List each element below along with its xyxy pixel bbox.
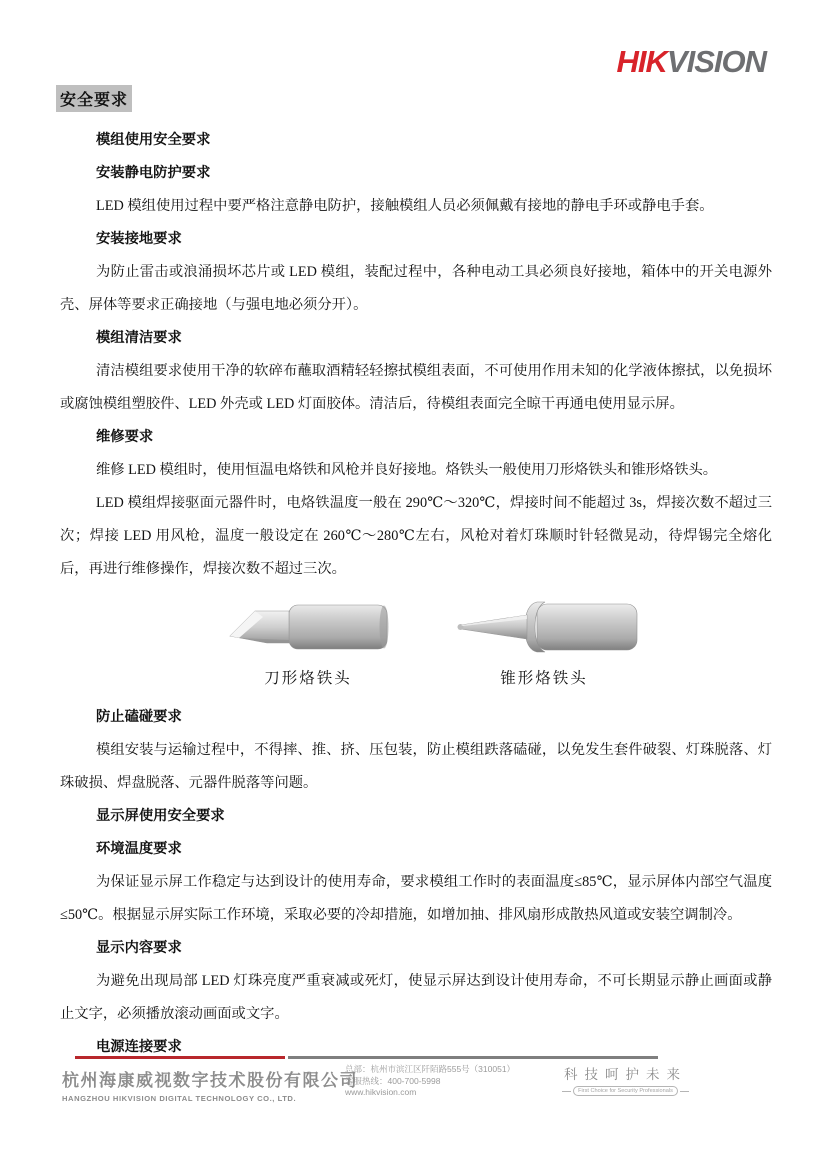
heading-power: 电源连接要求	[96, 1039, 182, 1055]
footer-company-name-en: HANGZHOU HIKVISION DIGITAL TECHNOLOGY CO., LTD.	[62, 1094, 297, 1103]
heading-repair: 维修要求	[96, 429, 154, 445]
cone-tip-image	[447, 598, 642, 656]
figure-cone-tip	[439, 598, 649, 695]
footer-slogan-block	[553, 1063, 698, 1096]
page-title: 安全要求	[56, 85, 132, 112]
paragraph-env-temp: 为保证显示屏工作稳定与达到设计的使用寿命，要求模组工作时的表面温度≤85℃，显示屏体内部空气温度≤50℃。根据显示屏实际工作环境，采取必要的冷却措施，如增加抽、排风扇形成散热风道或安装空调制冷。	[60, 874, 772, 923]
footer-company-name-cn: 杭州海康威视数字技术股份有限公司	[62, 1071, 358, 1090]
heading-collision: 防止磕碰要求	[96, 709, 182, 725]
heading-display-use: 显示屏使用安全要求	[96, 808, 225, 824]
footer-website: www.hikvision.com	[345, 1087, 417, 1097]
document-body	[60, 124, 772, 1064]
paragraph-repair-1: 维修 LED 模组时，使用恒温电烙铁和风枪并良好接地。烙铁头一般使用刀形烙铁头和锥形烙铁头。	[96, 462, 718, 478]
paragraph-display-content: 为避免出现局部 LED 灯珠亮度严重衰减或死灯，使显示屏达到设计使用寿命，不可长期显示静止画面或静止文字，必须播放滚动画面或文字。	[60, 973, 772, 1022]
paragraph-collision: 模组安装与运输过程中，不得摔、推、挤、压包装，防止模组跌落磕碰，以免发生套件破裂、灯珠脱落、灯珠破损、焊盘脱落、元器件脱落等问题。	[60, 742, 772, 791]
caption-cone-tip: 锥形烙铁头	[500, 670, 588, 687]
caption-knife-tip: 刀形烙铁头	[264, 670, 352, 687]
footer-slogan-text: 科技呵护未来	[564, 1067, 687, 1082]
logo-hik-text: HIK	[616, 44, 667, 79]
footer-tagline-text: First Choice for Security Professionals	[573, 1086, 678, 1096]
paragraph-grounding: 为防止雷击或浪涌损坏芯片或 LED 模组，装配过程中，各种电动工具必须良好接地，箱体中的开关电源外壳、屏体等要求正确接地（与强电地必须分开）。	[60, 264, 772, 313]
footer-hotline: 客服热线：400-700-5998	[345, 1075, 441, 1086]
knife-tip-image	[223, 598, 393, 656]
heading-grounding: 安装接地要求	[96, 231, 182, 247]
footer-tagline	[553, 1086, 698, 1096]
soldering-tip-figures	[80, 598, 772, 695]
heading-esd: 安装静电防护要求	[96, 165, 211, 181]
paragraph-cleaning: 清洁模组要求使用干净的软碎布蘸取酒精轻轻擦拭模组表面，不可使用作用未知的化学液体擦拭，以免损坏或腐蚀模组塑胶件、LED 外壳或 LED 灯面胶体。清洁后，待模组表面完全晾干再通电使用显示屏。	[60, 363, 772, 412]
figure-knife-tip	[203, 598, 413, 695]
footer-rule-gray-segment	[288, 1056, 658, 1059]
footer-rule-red-segment	[75, 1056, 285, 1059]
logo-vision-text: VISION	[666, 44, 766, 79]
heading-env-temp: 环境温度要求	[96, 841, 182, 857]
footer-address: 总部：杭州市滨江区阡陌路555号（310051）	[345, 1064, 516, 1074]
tagline-right-dash	[680, 1091, 689, 1092]
tagline-left-dash	[562, 1091, 571, 1092]
heading-display-content: 显示内容要求	[96, 940, 182, 956]
heading-cleaning: 模组清洁要求	[96, 330, 182, 346]
footer-contact-block	[345, 1064, 515, 1099]
paragraph-esd: LED 模组使用过程中要严格注意静电防护，接触模组人员必须佩戴有接地的静电手环或静电手套。	[96, 198, 714, 214]
heading-module-use: 模组使用安全要求	[96, 132, 211, 148]
footer-company-block	[62, 1066, 358, 1103]
hikvision-logo	[617, 44, 766, 80]
paragraph-repair-2: LED 模组焊接驱面元器件时，电烙铁温度一般在 290℃～320℃，焊接时间不能超过 3s，焊接次数不超过三次；焊接 LED 用风枪，温度一般设定在 260℃～280℃左右，风枪对着灯珠顺时针轻微晃动，待焊锡完全熔化后，再进行维修操作，焊接次数不超过三次。	[60, 495, 772, 577]
